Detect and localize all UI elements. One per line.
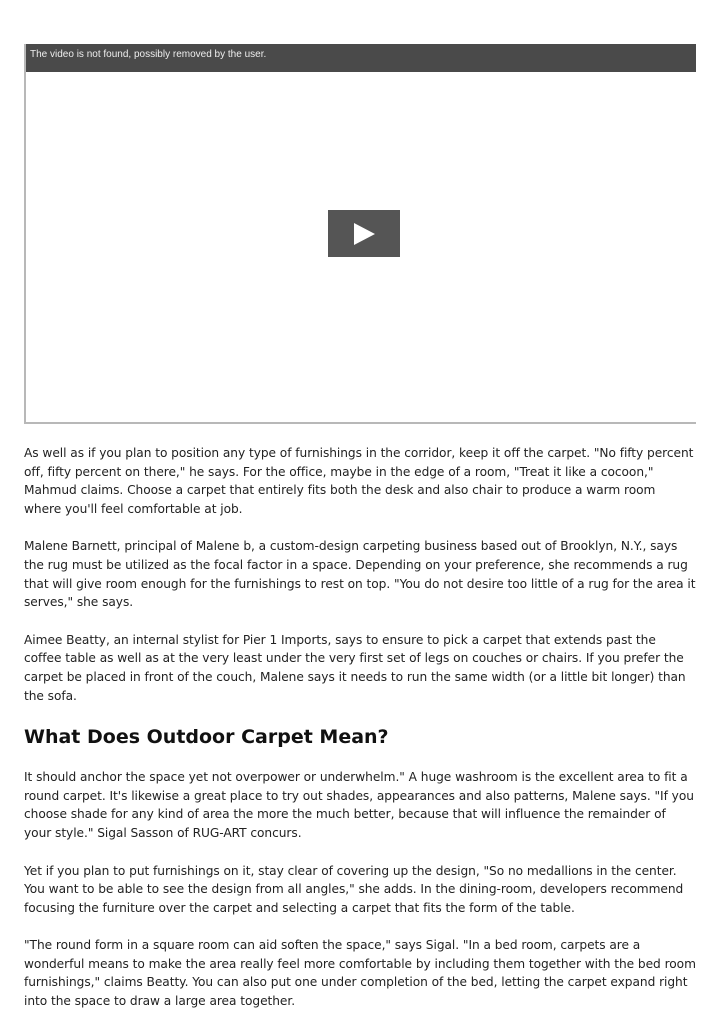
video-status-bar (26, 44, 696, 72)
article-paragraph: Malene Barnett, principal of Malene b, a custom-design carpeting business based out of Brooklyn, N.Y., says the rug must be utilized as the focal factor in a space. Depending on your preference, she recommends a rug that will give room enough for the furnishings to rest on top. "You do not desire too little of a rug for the area it serves," she says. (24, 539, 696, 610)
article-paragraph: It should anchor the space yet not overpower or underwhelm." A huge washroom is the excellent area to fit a round carpet. It's likewise a great place to try out shades, appearances and also patterns, Malene says. "If you choose shade for any kind of area the more the much better, because that will influence the remainder of your style." Sigal Sasson of RUG-ART concurs. (24, 770, 694, 840)
play-button[interactable] (328, 210, 400, 257)
article-paragraph: Aimee Beatty, an internal stylist for Pier 1 Imports, says to ensure to pick a carpet that extends past the coffee table as well as at the very least under the very first set of legs on couches or chairs. If you prefer the carpet be placed in front of the couch, Malene says it needs to run the same width (or a little bit longer) than the sofa. (24, 632, 686, 703)
video-player[interactable] (24, 44, 696, 424)
article-paragraph: Yet if you plan to put furnishings on it, stay clear of covering up the design, "So no medallions in the center. You want to be able to see the design from all angles," she adds. In the dining-room, developers recommend focusing the furniture over the carpet and selecting a carpet that fits the form of the table. (24, 863, 684, 915)
section-heading: What Does Outdoor Carpet Mean? (24, 726, 389, 749)
article-paragraph: "The round form in a square room can aid soften the space," says Sigal. "In a bed room, carpets are a wonderful means to make the area really feel more comfortable by including them together with the bed room furnishings," claims Beatty. You can also put one under completion of the bed, letting the carpet expand right into the space to draw a large area together. (24, 938, 696, 1009)
article-body (24, 444, 696, 1030)
article-paragraph: As well as if you plan to position any type of furnishings in the corridor, keep it off the carpet. "No fifty percent off, fifty percent on there," he says. For the office, maybe in the edge of a room, "Treat it like a cocoon," Mahmud claims. Choose a carpet that entirely fits both the desk and also chair to produce a warm room where you'll feel comfortable at job. (24, 446, 694, 516)
play-icon (328, 210, 400, 257)
video-error-message: The video is not found, possibly removed by the user. (30, 49, 267, 60)
